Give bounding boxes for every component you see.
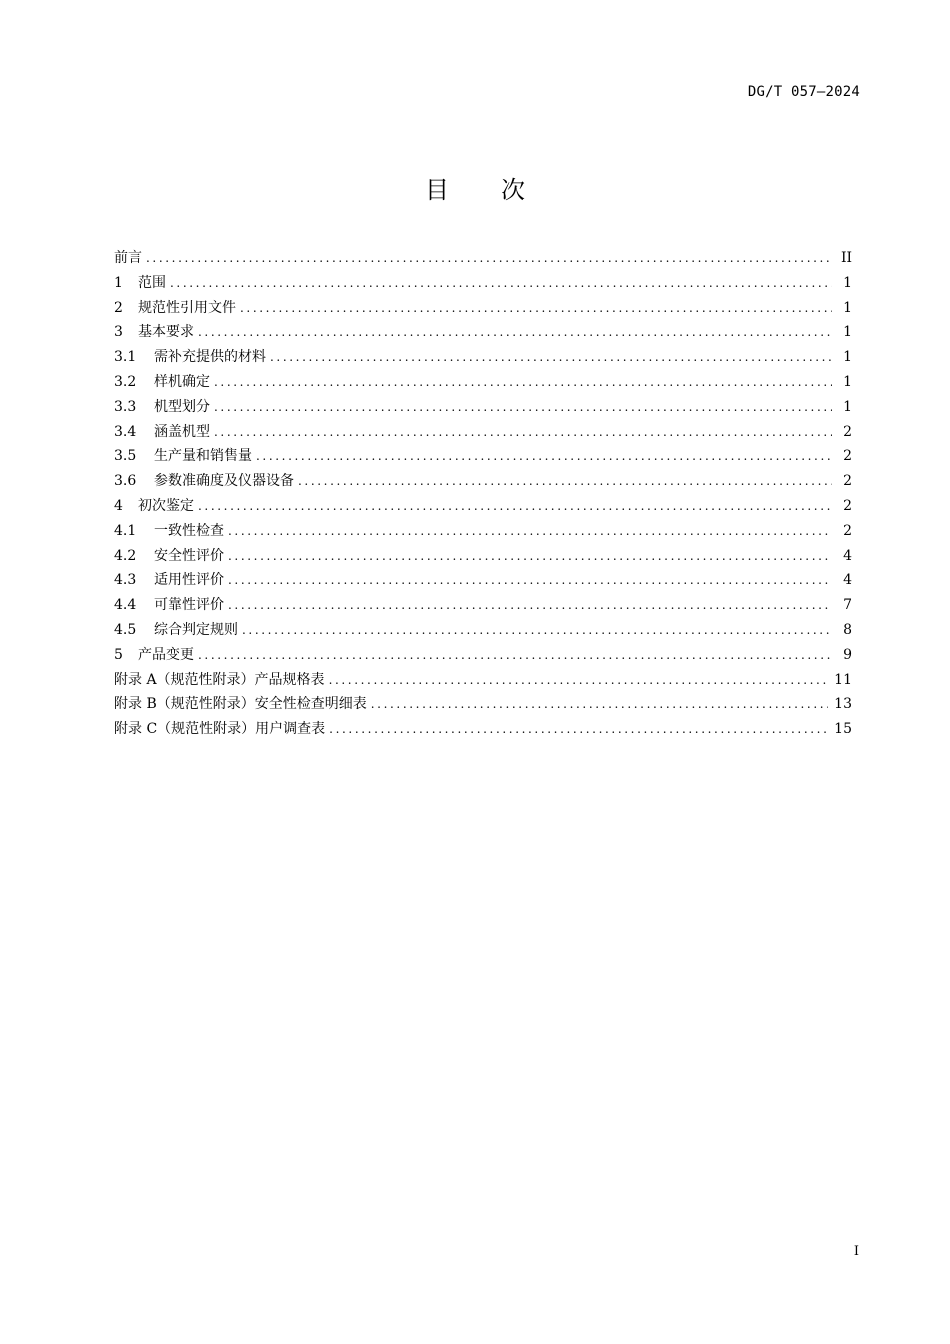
toc-entry-page: 2 <box>843 522 852 539</box>
toc-entry-page: 9 <box>843 646 852 663</box>
toc-dot-leader <box>198 320 832 345</box>
toc-entry-label: 3.4 涵盖机型 <box>114 420 210 445</box>
toc-entry-label: 3.5 生产量和销售量 <box>114 444 252 469</box>
toc-dot-leader <box>242 618 832 643</box>
page-title <box>0 170 950 205</box>
toc-dot-leader <box>256 444 832 469</box>
toc-entry-appendix-b[interactable] <box>114 692 852 717</box>
toc-entry-label: 1 范围 <box>114 271 166 296</box>
toc-entry-3-6[interactable] <box>114 469 852 494</box>
toc-entry-label: 附录 A（规范性附录）产品规格表 <box>114 671 325 688</box>
toc-entry-label: 4.2 安全性评价 <box>114 544 224 569</box>
toc-entry-number: 4.1 <box>114 522 137 539</box>
toc-entry-3-3[interactable] <box>114 395 852 420</box>
toc-dot-leader <box>170 271 832 296</box>
toc-entry-page: 4 <box>843 547 852 564</box>
toc-dot-leader <box>228 544 832 569</box>
toc-entry-4-1[interactable] <box>114 519 852 544</box>
toc-entry-page: 1 <box>843 349 852 366</box>
toc-dot-leader <box>198 494 832 519</box>
toc-entry-label: 5 产品变更 <box>114 643 194 668</box>
toc-dot-leader <box>198 643 832 668</box>
toc-dot-leader <box>329 668 829 693</box>
toc-entry-foreword[interactable] <box>114 246 852 271</box>
toc-entry-number: 4.2 <box>114 547 137 564</box>
toc-entry-label: 附录 C（规范性附录）用户调查表 <box>114 721 326 738</box>
toc-entry-4-2[interactable] <box>114 544 852 569</box>
toc-entry-number: 3.4 <box>114 423 137 440</box>
toc-entry-label: 3.1 需补充提供的材料 <box>114 345 266 370</box>
toc-entry-label: 4.3 适用性评价 <box>114 568 224 593</box>
toc-entry-label: 4.5 综合判定规则 <box>114 618 238 643</box>
toc-dot-leader <box>214 395 832 420</box>
toc-entry-4-5[interactable] <box>114 618 852 643</box>
toc-entry-page: 1 <box>843 324 852 341</box>
toc-entry-5[interactable] <box>114 643 852 668</box>
toc-dot-leader <box>240 296 832 321</box>
toc-dot-leader <box>329 717 828 742</box>
toc-dot-leader <box>228 593 832 618</box>
toc-dot-leader <box>228 568 832 593</box>
toc-entry-number: 5 <box>114 646 123 663</box>
toc-entry-label: 4 初次鉴定 <box>114 494 194 519</box>
toc-entry-label: 3.6 参数准确度及仪器设备 <box>114 469 294 494</box>
toc-entry-3-5[interactable] <box>114 444 852 469</box>
toc-entry-number: 1 <box>114 274 123 291</box>
toc-entry-number: 3.3 <box>114 398 137 415</box>
page-title-char-1: 目 <box>425 176 449 204</box>
toc-dot-leader <box>371 692 828 717</box>
toc-entry-label: 4.4 可靠性评价 <box>114 593 224 618</box>
page-title-char-2: 次 <box>501 176 525 204</box>
toc-entry-number: 4.4 <box>114 597 137 614</box>
toc-entry-label: 3 基本要求 <box>114 320 194 345</box>
toc-entry-3[interactable] <box>114 320 852 345</box>
toc-dot-leader <box>228 519 832 544</box>
toc-entry-label: 前言 <box>114 250 142 266</box>
toc-entry-2[interactable] <box>114 296 852 321</box>
toc-entry-appendix-c[interactable] <box>114 717 852 742</box>
toc-entry-page: 4 <box>843 572 852 589</box>
toc-entry-4[interactable] <box>114 494 852 519</box>
toc-entry-4-4[interactable] <box>114 593 852 618</box>
toc-entry-appendix-a[interactable] <box>114 668 852 693</box>
toc-entry-3-1[interactable] <box>114 345 852 370</box>
toc-dot-leader <box>214 370 832 395</box>
page-number: I <box>853 1244 859 1259</box>
toc-entry-number: 3.2 <box>114 373 137 390</box>
toc-dot-leader <box>146 246 832 271</box>
toc-entry-3-2[interactable] <box>114 370 852 395</box>
toc-entry-page: 7 <box>843 597 852 614</box>
toc-entry-number: 4.5 <box>114 621 137 638</box>
toc-entry-page: 2 <box>843 473 852 490</box>
toc-entry-page: 2 <box>843 423 852 440</box>
toc-entry-number: 3 <box>114 324 123 341</box>
table-of-contents <box>114 246 852 742</box>
toc-entry-label: 3.3 机型划分 <box>114 395 210 420</box>
toc-entry-number: 4.3 <box>114 572 137 589</box>
toc-entry-page: II <box>840 250 852 266</box>
toc-entry-page: 1 <box>843 398 852 415</box>
toc-entry-label: 2 规范性引用文件 <box>114 296 236 321</box>
toc-entry-page: 1 <box>843 373 852 390</box>
toc-dot-leader <box>270 345 832 370</box>
toc-entry-page: 15 <box>834 721 852 738</box>
toc-entry-page: 13 <box>834 696 852 713</box>
toc-entry-label: 附录 B（规范性附录）安全性检查明细表 <box>114 696 367 713</box>
toc-entry-label: 4.1 一致性检查 <box>114 519 224 544</box>
toc-entry-4-3[interactable] <box>114 568 852 593</box>
toc-entry-page: 1 <box>843 299 852 316</box>
toc-entry-number: 4 <box>114 497 123 514</box>
toc-entry-page: 11 <box>834 671 852 688</box>
toc-dot-leader <box>298 469 832 494</box>
toc-entry-3-4[interactable] <box>114 420 852 445</box>
toc-entry-number: 3.6 <box>114 473 137 490</box>
toc-entry-number: 3.1 <box>114 349 137 366</box>
toc-entry-1[interactable] <box>114 271 852 296</box>
toc-entry-page: 2 <box>843 448 852 465</box>
toc-entry-page: 8 <box>843 621 852 638</box>
toc-entry-page: 1 <box>843 274 852 291</box>
toc-entry-label: 3.2 样机确定 <box>114 370 210 395</box>
document-code: DG/T 057—2024 <box>747 84 860 100</box>
toc-entry-number: 3.5 <box>114 448 137 465</box>
toc-entry-page: 2 <box>843 497 852 514</box>
toc-entry-number: 2 <box>114 299 123 316</box>
toc-dot-leader <box>214 420 832 445</box>
